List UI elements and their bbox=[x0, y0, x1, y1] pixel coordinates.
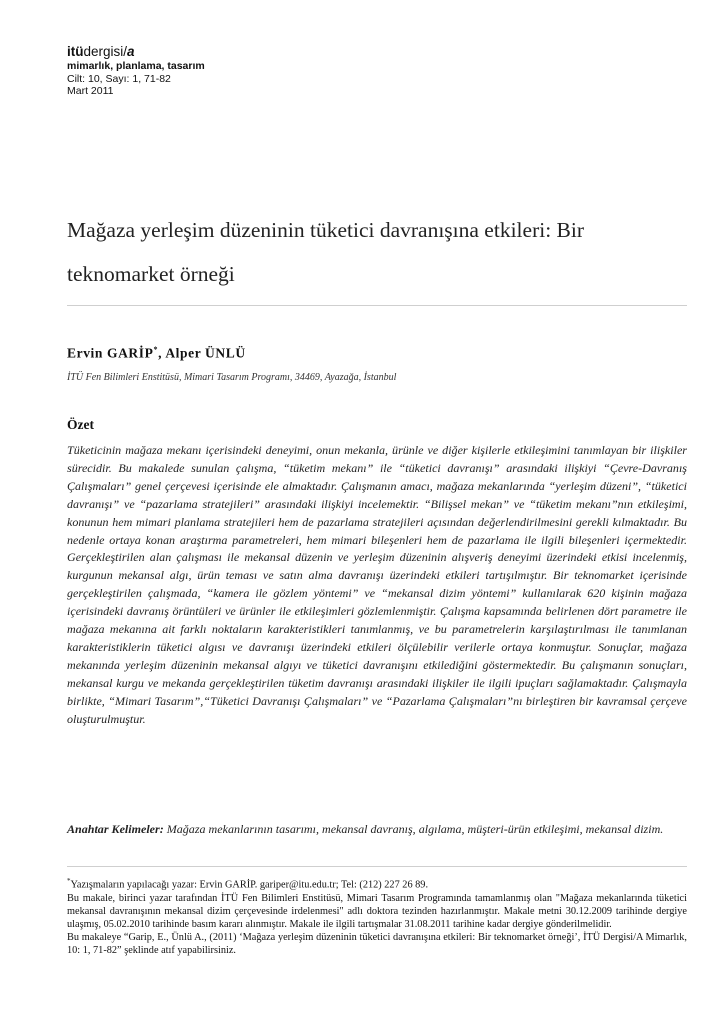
keywords-text: Mağaza mekanlarının tasarımı, mekansal davranış, algılama, müşteri-ürün etkileşimi, mekansal dizim. bbox=[163, 822, 664, 836]
journal-header bbox=[67, 44, 205, 98]
abstract-heading: Özet bbox=[67, 417, 94, 432]
author-line: Ervin GARİP*, Alper ÜNLÜ bbox=[67, 345, 246, 361]
footnote bbox=[67, 875, 687, 958]
journal-volume: Cilt: 10, Sayı: 1, 71-82 bbox=[67, 72, 171, 85]
footnote-correspondence: *Yazışmaların yapılacağı yazar: Ervin GARİP. gariper@itu.edu.tr; Tel: (212) 227 26 89. bbox=[67, 877, 429, 891]
journal-date: Mart 2011 bbox=[67, 85, 114, 97]
article-title: Mağaza yerleşim düzeninin tüketici davranışına etkileri: Bir teknomarket örneği bbox=[67, 218, 585, 286]
keywords bbox=[67, 821, 687, 839]
author-name: Alper ÜNLÜ bbox=[165, 345, 246, 361]
footnote-divider bbox=[67, 866, 687, 867]
title-divider bbox=[67, 305, 687, 306]
journal-logo: itüdergisi/a bbox=[67, 44, 135, 59]
journal-subtitle: mimarlık, planlama, tasarım bbox=[67, 60, 205, 72]
affiliation: İTÜ Fen Bilimleri Enstitüsü, Mimari Tasarım Programı, 34469, Ayazağa, İstanbul bbox=[67, 372, 397, 383]
footnote-citation: Bu makaleye “Garip, E., Ünlü A., (2011) ‘Mağaza yerleşim düzeninin tüketici davranışına etkileri: Bir teknomarket örneği’, İTÜ Dergisi/A Mimarlık, 10: 1, 71-82” şeklinde atıf yapabilirsiniz. bbox=[67, 932, 687, 957]
keywords-label: Anahtar Kelimeler: bbox=[67, 822, 164, 836]
abstract-text: Tüketicinin mağaza mekanı içerisindeki deneyimi, onun mekanla, ürünle ve diğer kişilerle etkileşimini tanımlayan bir ilişkiler sürecidir. Bu makalede sunulan çalışma, “tüketim mekanı” ile “tüketici davranışı” arasındaki ilişkiyi “Çevre-Davranış Çalışmaları” genel çerçevesi içerisinde ele almaktadır. Çalışmanın amacı, mağaza mekanlarında “yerleşim düzeni”, “tüketici davranışı” ve “pazarlama stratejileri” arasındaki ilişkiyi incelemektir. “Bilişsel mekan” ve “tüketim mekanı”nın etkileşimi, konunun hem mimari planlama stratejileri hem de pazarlama stratejileri açısından değerlendirilmesini gerekli kılmaktadır. Bu nedenle ortaya konan araştırma parametreleri, hem mimari bileşenleri hem de pazarlama ile ilgili bileşenleri içermektedir. Gerçekleştirilen alan çalışması ile mekansal düzenin ve yerleşim düzeninin alışveriş deneyimi üzerindeki etkisi incelenmiş, kurgunun mekansal algı, ürün teması ve satın alma davranışı üzerindeki etkileri tartışılmıştır. Bir teknomarket içerisinde gerçekleştirilen çalışmada, “kamera ile gözlem yöntemi” ve “mekansal dizim yöntemi” kullanılarak 620 kişinin mağaza içerisindeki davranış örüntüleri ve ürünler ile etkileşimleri gözlemlenmiştir. Çalışma kapsamında belirlenen dört parametre ile mağaza mekanına ait farklı noktaların karakteristikleri tanımlanmış, ve bu parametrelerin karşılaştırılması ile tanımlanan karakteristiklerin tüketici algısı ve davranışı üzerindeki etkileri ölçülebilir verilerle ortaya konmuştur. Sonuçlar, mağaza mekanında yerleşim düzeninin mekansal algıyı ve tüketici davranışını etkilediğini göstermektedir. Bu çalışmanın sonuçları, mekansal kurgu ve mekanda gerçekleştirilen tüketim davranışı arasındaki ilişkiler ile ilgili ipuçları sağlamaktadır. Çalışmayla birlikte, “Mimari Tasarım”,“Tüketici Davranışı Çalışmaları” ve “Pazarlama Çalışmaları”nı birleştiren bir kavramsal çerçeve oluşturulmuştur. bbox=[67, 443, 687, 726]
footnote-marker: * bbox=[153, 345, 159, 354]
footnote-origin: Bu makale, birinci yazar tarafından İTÜ Fen Bilimleri Enstitüsü, Mimari Tasarım Programında tamamlanmış olan "Mağaza mekanlarında tüketici mekansal davranışının mekansal dizim çerçevesinde irdelenmesi" adlı doktora tezinden hazırlanmıştır. Makale metni 30.12.2009 tarihinde dergiye ulaşmış, 05.02.2010 tarihinde basım kararı alınmıştır. Makale ile ilgili tartışmalar 31.08.2011 tarihine kadar dergiye gönderilmelidir. bbox=[67, 892, 687, 931]
author-name: Ervin GARİP bbox=[67, 345, 154, 361]
